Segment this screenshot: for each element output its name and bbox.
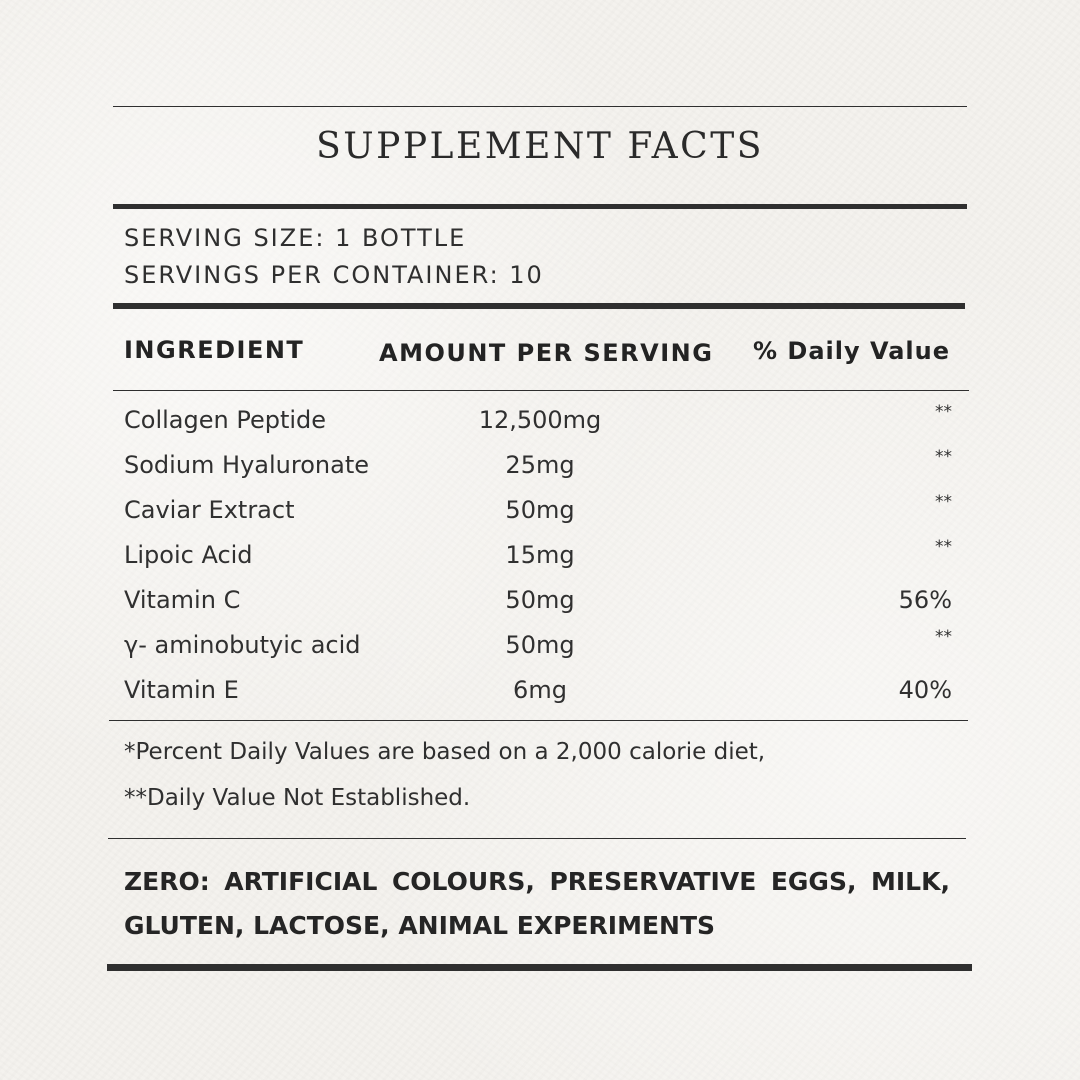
bottom-thick-rule: [107, 964, 972, 971]
table-row: [0, 402, 1080, 442]
ingredient-daily-value: **: [935, 447, 952, 467]
table-row: [0, 492, 1080, 532]
ingredient-name: Collagen Peptide: [124, 406, 327, 434]
zero-word: PRESERVATIVE: [549, 867, 757, 896]
zero-word: ARTIFICIAL: [224, 867, 378, 896]
ingredient-amount: 12,500mg: [478, 406, 602, 434]
title-thick-rule: [113, 204, 967, 209]
ingredient-daily-value: **: [935, 402, 952, 422]
header-ingredient: INGREDIENT: [124, 336, 305, 364]
zero-word: COLOURS,: [391, 867, 535, 896]
ingredient-daily-value: 56%: [898, 586, 952, 614]
notes-bottom-rule: [108, 838, 966, 839]
ingredient-daily-value: 40%: [898, 676, 952, 704]
header-amount: AMOUNT PER SERVING: [379, 339, 714, 367]
ingredient-amount: 6mg: [513, 676, 567, 704]
header-daily-value: % Daily Value: [753, 337, 951, 365]
ingredient-daily-value: **: [935, 537, 952, 557]
ingredient-amount: 25mg: [505, 451, 575, 479]
top-thin-rule: [113, 106, 967, 107]
ingredient-amount: 50mg: [505, 586, 575, 614]
ingredient-amount: 50mg: [505, 631, 575, 659]
zero-word: ZERO:: [124, 867, 210, 896]
table-row: [0, 586, 1080, 622]
table-row: [0, 627, 1080, 667]
page-title: SUPPLEMENT FACTS: [316, 126, 764, 167]
zero-word: MILK,: [871, 867, 950, 896]
ingredient-daily-value: **: [935, 627, 952, 647]
ingredient-amount: 15mg: [505, 541, 575, 569]
table-bottom-rule: [109, 720, 968, 721]
footnote-not-established: **Daily Value Not Established.: [124, 785, 471, 811]
ingredient-name: Sodium Hyaluronate: [124, 451, 369, 479]
zero-statement-line-2: GLUTEN, LACTOSE, ANIMAL EXPERIMENTS: [124, 911, 716, 940]
ingredient-name: Vitamin C: [124, 586, 241, 614]
table-row: [0, 447, 1080, 487]
zero-word: EGGS,: [770, 867, 857, 896]
table-row: [0, 676, 1080, 712]
serving-thick-rule: [113, 303, 965, 309]
ingredient-name: Caviar Extract: [124, 496, 295, 524]
servings-per-container: SERVINGS PER CONTAINER: 10: [124, 261, 544, 289]
ingredient-name: Lipoic Acid: [124, 541, 253, 569]
ingredient-name: γ- aminobutyic acid: [124, 631, 361, 659]
ingredient-name: Vitamin E: [124, 676, 239, 704]
serving-size: SERVING SIZE: 1 BOTTLE: [124, 224, 467, 252]
header-thin-rule: [113, 390, 969, 391]
table-row: [0, 537, 1080, 577]
zero-statement-line-1: [124, 860, 950, 904]
footnote-percent: *Percent Daily Values are based on a 2,000 calorie diet,: [124, 739, 766, 765]
ingredient-amount: 50mg: [505, 496, 575, 524]
ingredient-daily-value: **: [935, 492, 952, 512]
zero-statement: [124, 860, 950, 948]
